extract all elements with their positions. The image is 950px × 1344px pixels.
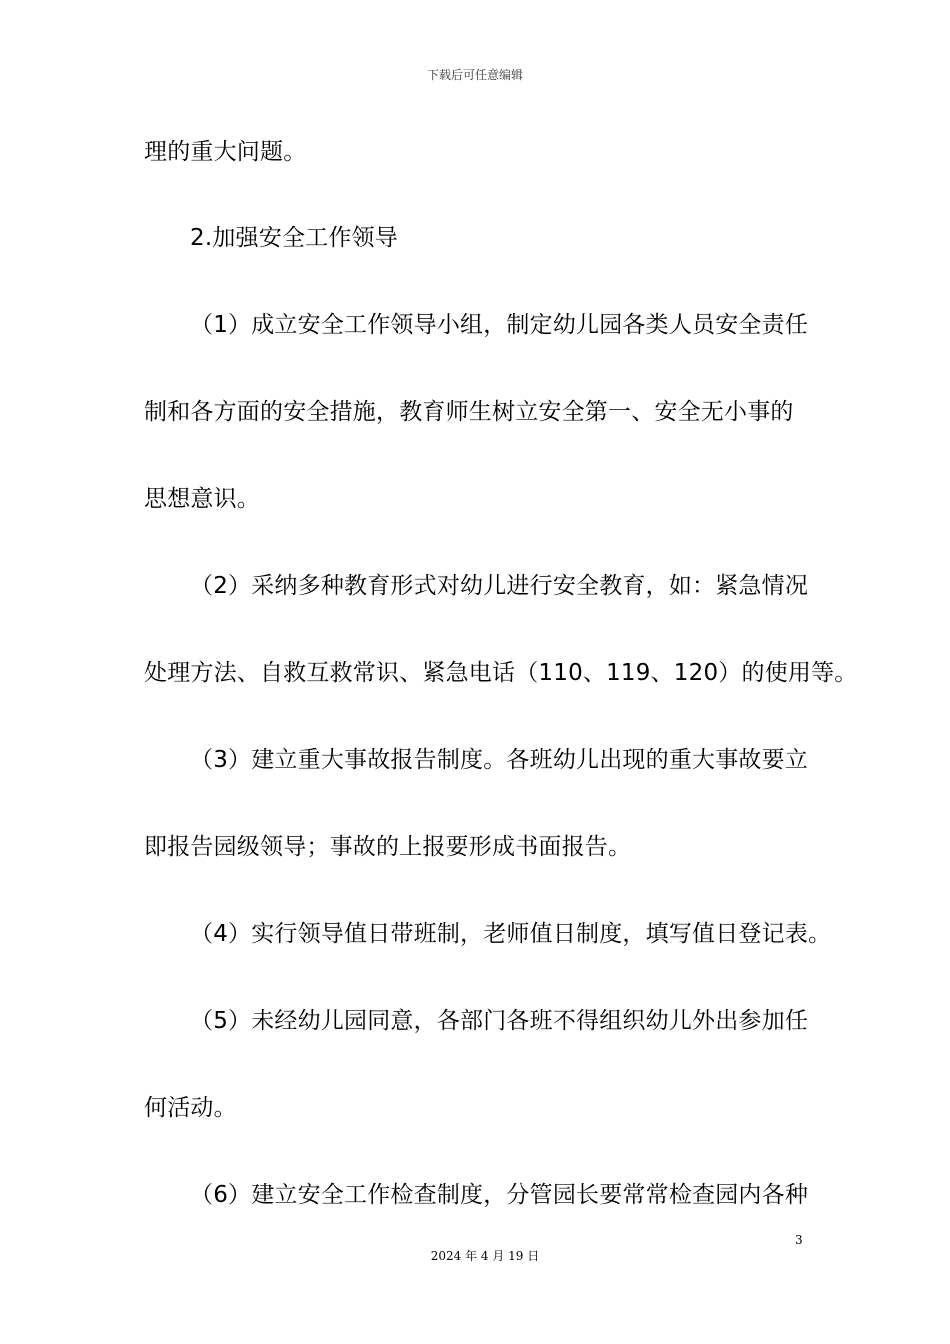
paragraph-line: 思想意识。: [144, 486, 260, 512]
section-heading: 2.加强安全工作领导: [190, 225, 398, 251]
paragraph-line: （5）未经幼儿园同意，各部门各班不得组织幼儿外出参加任: [190, 1008, 809, 1034]
paragraph-line: 即报告园级领导；事故的上报要形成书面报告。: [144, 834, 632, 860]
paragraph-line: 制和各方面的安全措施，教育师生树立安全第一、安全无小事的: [144, 399, 794, 425]
paragraph-line: （6）建立安全工作检查制度，分管园长要常常检查园内各种: [190, 1182, 809, 1208]
paragraph-line: 处理方法、自救互救常识、紧急电话（110、119、120）的使用等。: [144, 660, 858, 686]
paragraph-line: 何活动。: [144, 1095, 237, 1121]
paragraph-line: （3）建立重大事故报告制度。各班幼儿出现的重大事故要立: [190, 747, 809, 773]
paragraph-line: （1）成立安全工作领导小组，制定幼儿园各类人员安全责任: [190, 312, 809, 338]
page-footer-date: 2024 年 4 月 19 日: [430, 1249, 540, 1263]
page-header: 下载后可任意编辑: [426, 68, 523, 82]
paragraph-line: 理的重大问题。: [144, 139, 307, 165]
paragraph-line: （4）实行领导值日带班制，老师值日制度，填写值日登记表。: [190, 921, 832, 947]
paragraph-line: （2）采纳多种教育形式对幼儿进行安全教育，如：紧急情况: [190, 573, 809, 599]
page-number: 3: [795, 1233, 803, 1247]
